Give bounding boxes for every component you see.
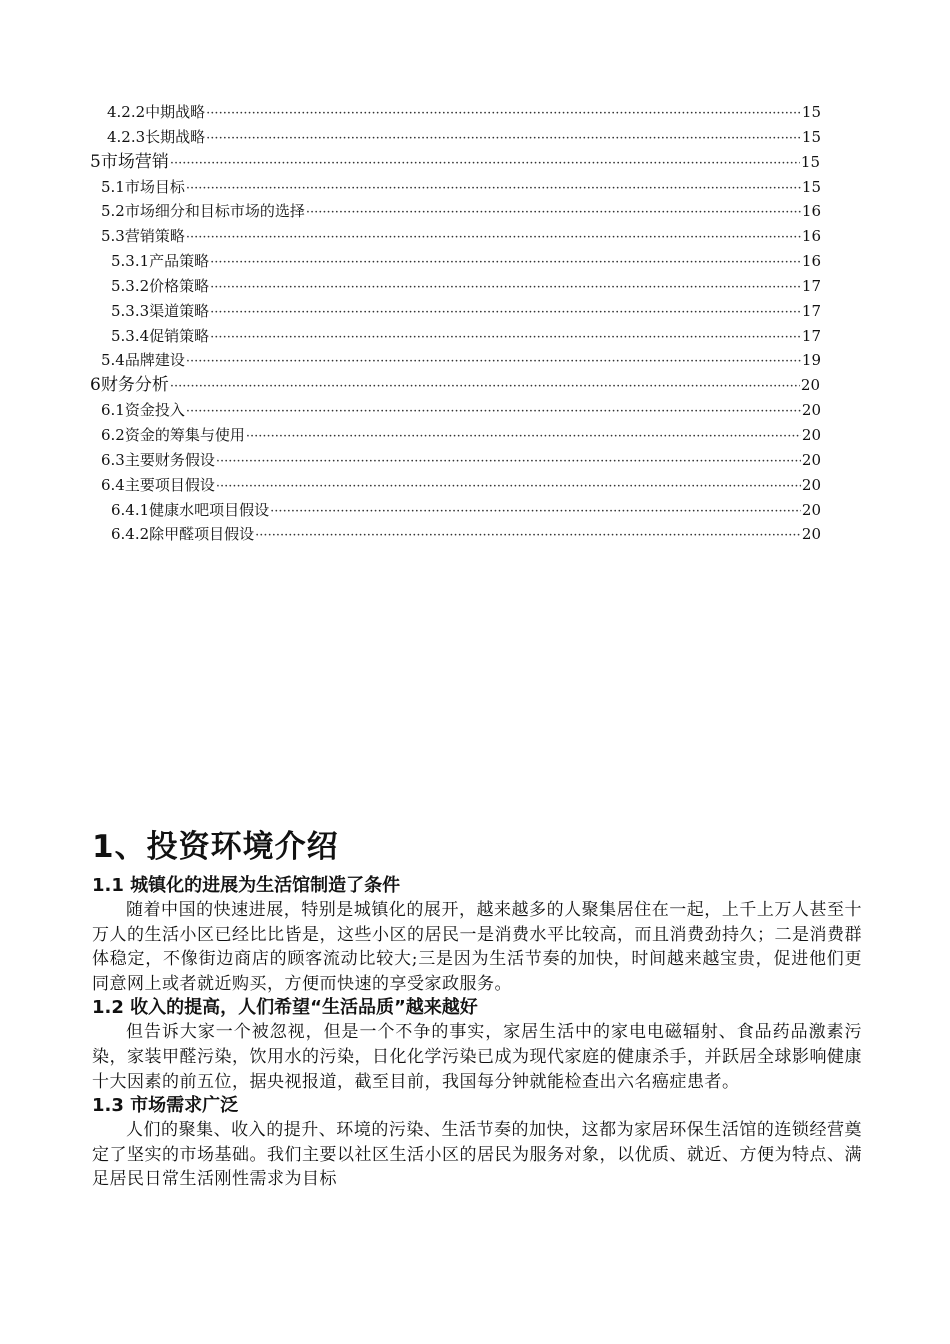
document-body — [92, 822, 862, 1192]
toc-dot-leader — [246, 425, 801, 450]
toc-page-number: 20 — [801, 500, 821, 519]
toc-dot-leader — [206, 102, 801, 127]
toc-page-number: 15 — [801, 103, 821, 121]
toc-dot-leader — [270, 500, 801, 525]
toc-entry[interactable] — [0, 448, 821, 473]
toc-entry-title: 6.4.1健康水吧项目假设 — [111, 500, 270, 519]
toc-dot-leader — [216, 450, 801, 475]
toc-entry[interactable] — [0, 249, 821, 274]
subsection-heading: 1.3 市场需求广泛 — [92, 1095, 239, 1117]
toc-entry[interactable] — [0, 125, 821, 150]
toc-entry-title: 5.3.1产品策略 — [111, 252, 210, 271]
toc-dot-leader — [255, 524, 801, 549]
toc-entry[interactable] — [0, 100, 821, 125]
toc-entry-title: 5.1市场目标 — [101, 177, 185, 196]
toc-page-number: 17 — [801, 276, 821, 295]
subsection-heading: 1.1 城镇化的进展为生活馆制造了条件 — [92, 875, 401, 896]
toc-entry[interactable] — [0, 423, 821, 448]
toc-entry-title: 5.4品牌建设 — [101, 351, 185, 370]
toc-entry[interactable] — [0, 373, 820, 398]
toc-entry[interactable] — [0, 199, 821, 224]
toc-entry[interactable] — [0, 324, 821, 349]
section-heading: 1、投资环境介绍 — [92, 829, 339, 865]
toc-entry-title: 5.3营销策略 — [101, 227, 185, 246]
toc-dot-leader — [170, 375, 800, 400]
toc-entry-title: 6财务分析 — [90, 375, 169, 396]
toc-page-number: 20 — [801, 450, 821, 469]
toc-page-number: 16 — [801, 202, 821, 221]
toc-entry-title: 5市场营销 — [90, 151, 169, 172]
toc-page-number: 15 — [801, 127, 821, 146]
toc-page-number: 16 — [801, 227, 821, 246]
toc-dot-leader — [186, 400, 801, 425]
paragraph: 但告诉大家一个被忽视，但是一个不争的事实，家居生活中的家电电磁辐射、食品药品激素污染，家装甲醛污染，饮用水的污染，日化化学污染已成为现代家庭的健康杀手，并跃居全球影响健康十大因素的前五位，据央视报道，截至目前，我国每分钟就能检查出六名癌症患者。 — [92, 1022, 862, 1092]
toc-page-number: 20 — [801, 525, 821, 544]
toc-dot-leader — [210, 276, 801, 301]
toc-entry[interactable] — [0, 224, 821, 249]
toc-page-number: 15 — [800, 152, 820, 171]
toc-entry-title: 5.3.2价格策略 — [111, 276, 210, 295]
toc-dot-leader — [170, 152, 800, 177]
toc-dot-leader — [186, 226, 801, 251]
toc-entry-title: 5.3.3渠道策略 — [111, 301, 210, 320]
toc-entry[interactable] — [0, 348, 821, 373]
toc-entry-title: 4.2.3长期战略 — [107, 127, 206, 146]
subsection-heading: 1.2 收入的提高，人们希望“生活品质”越来越好 — [92, 997, 478, 1019]
toc-dot-leader — [186, 177, 801, 202]
table-of-contents — [0, 100, 950, 547]
toc-page-number: 16 — [801, 252, 821, 271]
toc-dot-leader — [210, 326, 801, 351]
toc-page-number: 20 — [801, 425, 821, 444]
toc-dot-leader — [210, 301, 801, 326]
toc-entry-title: 5.2市场细分和目标市场的选择 — [101, 202, 305, 221]
toc-entry-title: 6.4主要项目假设 — [101, 475, 215, 494]
toc-entry[interactable] — [0, 274, 821, 299]
toc-entry-title: 4.2.2中期战略 — [107, 103, 206, 121]
toc-entry-title: 6.1资金投入 — [101, 401, 185, 420]
toc-dot-leader — [216, 475, 801, 500]
paragraph: 随着中国的快速进展，特别是城镇化的展开，越来越多的人聚集居住在一起，上千上万人甚至十万人的生活小区已经比比皆是，这些小区的居民一是消费水平比较高，而且消费劲持久；二是消费群体稳定，不像街边商店的顾客流动比较大;三是因为生活节奏的加快，时间越来越宝贵，促进他们更同意网上或者就近购买，方便而快速的享受家政服务。 — [92, 900, 862, 994]
toc-entry[interactable] — [0, 522, 821, 547]
toc-dot-leader — [186, 350, 801, 375]
toc-page-number: 17 — [801, 301, 821, 320]
toc-entry-title: 5.3.4促销策略 — [111, 326, 210, 345]
toc-page-number: 20 — [801, 475, 821, 494]
toc-entry-title: 6.4.2除甲醛项目假设 — [111, 525, 255, 544]
toc-entry-title: 6.2资金的筹集与使用 — [101, 425, 245, 444]
toc-entry[interactable] — [0, 398, 821, 423]
toc-page-number: 20 — [801, 401, 821, 420]
toc-page-number: 15 — [801, 177, 821, 196]
toc-dot-leader — [210, 251, 801, 276]
toc-page-number: 19 — [801, 351, 821, 370]
toc-entry[interactable] — [0, 473, 821, 498]
paragraph: 人们的聚集、收入的提升、环境的污染、生活节奏的加快，这都为家居环保生活馆的连锁经营奠定了坚实的市场基础。我们主要以社区生活小区的居民为服务对象，以优质、就近、方便为特点、满足居民日常生活刚性需求为目标 — [92, 1120, 862, 1190]
toc-page-number: 17 — [801, 326, 821, 345]
toc-entry[interactable] — [0, 150, 820, 175]
toc-entry[interactable] — [0, 498, 821, 523]
toc-entry[interactable] — [0, 299, 821, 324]
toc-page-number: 20 — [800, 376, 820, 395]
toc-dot-leader — [206, 127, 801, 152]
toc-entry-title: 6.3主要财务假设 — [101, 450, 215, 469]
toc-dot-leader — [306, 201, 801, 226]
toc-entry[interactable] — [0, 175, 821, 200]
